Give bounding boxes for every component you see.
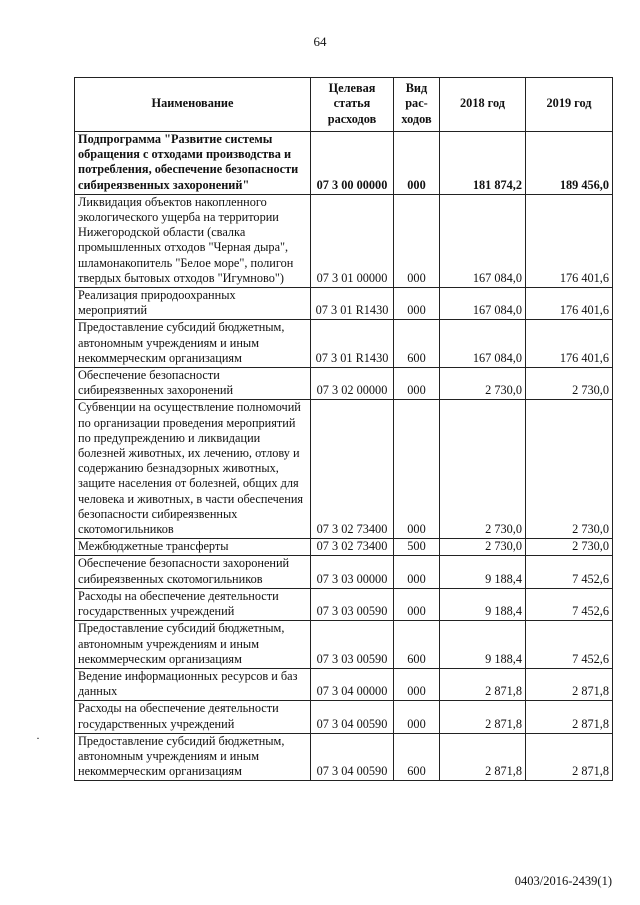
cell-expense-type: 500: [394, 539, 440, 556]
cell-name: Обеспечение безопасности сибиреязвенных захоронений: [75, 368, 311, 400]
cell-amount-2018: 9 188,4: [440, 588, 526, 620]
cell-amount-2019: 2 871,8: [526, 733, 613, 781]
cell-amount-2018: 167 084,0: [440, 288, 526, 320]
cell-name: Ведение информационных ресурсов и баз данных: [75, 668, 311, 700]
cell-amount-2019: 176 401,6: [526, 288, 613, 320]
cell-target-article: 07 3 00 00000: [311, 132, 394, 195]
cell-amount-2019: 7 452,6: [526, 621, 613, 669]
cell-amount-2019: 189 456,0: [526, 132, 613, 195]
cell-target-article: 07 3 01 00000: [311, 194, 394, 287]
header-year-2019: 2019 год: [526, 78, 613, 132]
cell-expense-type: 000: [394, 556, 440, 588]
cell-target-article: 07 3 04 00000: [311, 668, 394, 700]
cell-name: Предоставление субсидий бюджетным, автономным учреждениям и иным некоммерческим организациям: [75, 621, 311, 669]
cell-expense-type: 600: [394, 733, 440, 781]
cell-amount-2018: 2 871,8: [440, 733, 526, 781]
cell-amount-2018: 2 871,8: [440, 701, 526, 733]
table-row: [75, 400, 613, 539]
cell-amount-2018: 167 084,0: [440, 194, 526, 287]
cell-name: Ликвидация объектов накопленного экологического ущерба на территории Нижегородской области (свалка промышленных отходов "Черная дыра", шламонакопитель "Белое море", полигон твердых бытовых отходов "Игумново"): [75, 194, 311, 287]
cell-expense-type: 000: [394, 668, 440, 700]
cell-amount-2018: 181 874,2: [440, 132, 526, 195]
table-row: [75, 733, 613, 781]
document-code: 0403/2016-2439(1): [514, 874, 612, 888]
cell-amount-2018: 2 730,0: [440, 400, 526, 539]
budget-table: [74, 77, 613, 781]
header-expense-type: Вид рас-ходов: [394, 78, 440, 132]
cell-amount-2019: 2 730,0: [526, 400, 613, 539]
cell-expense-type: 000: [394, 701, 440, 733]
table-header-row: [75, 78, 613, 132]
cell-name: Межбюджетные трансферты: [75, 539, 311, 556]
cell-target-article: 07 3 03 00590: [311, 621, 394, 669]
cell-amount-2019: 2 730,0: [526, 539, 613, 556]
cell-expense-type: 600: [394, 621, 440, 669]
cell-amount-2019: 176 401,6: [526, 194, 613, 287]
cell-name: Расходы на обеспечение деятельности государственных учреждений: [75, 588, 311, 620]
table-row: [75, 556, 613, 588]
cell-expense-type: 000: [394, 132, 440, 195]
cell-name: Субвенции на осуществление полномочий по организации проведения мероприятий по предупреждению и ликвидации болезней животных, их лечению, отлову и содержанию безнадзорных животных, защите населения от болезней, общих для человека и животных, в части обеспечения безопасности сибиреязвенных скотомогильников: [75, 400, 311, 539]
cell-amount-2018: 9 188,4: [440, 621, 526, 669]
table-row: [75, 539, 613, 556]
cell-expense-type: 000: [394, 288, 440, 320]
cell-target-article: 07 3 02 73400: [311, 400, 394, 539]
cell-amount-2018: 167 084,0: [440, 320, 526, 368]
cell-target-article: 07 3 01 R1430: [311, 288, 394, 320]
header-target-article: Целевая статья расходов: [311, 78, 394, 132]
header-name: Наименование: [75, 78, 311, 132]
page-number: 64: [313, 34, 327, 49]
table-body: [75, 132, 613, 781]
cell-target-article: 07 3 04 00590: [311, 701, 394, 733]
table-row: [75, 194, 613, 287]
cell-amount-2019: 176 401,6: [526, 320, 613, 368]
cell-name: Реализация природоохранных мероприятий: [75, 288, 311, 320]
cell-expense-type: 000: [394, 400, 440, 539]
cell-name: Подпрограмма "Развитие системы обращения с отходами производства и потребления, обеспечение безопасности сибиреязвенных захоронений": [75, 132, 311, 195]
cell-amount-2018: 2 730,0: [440, 368, 526, 400]
cell-expense-type: 000: [394, 194, 440, 287]
cell-name: Обеспечение безопасности захоронений сибиреязвенных скотомогильников: [75, 556, 311, 588]
cell-target-article: 07 3 04 00590: [311, 733, 394, 781]
table-row: [75, 621, 613, 669]
cell-name: Расходы на обеспечение деятельности государственных учреждений: [75, 701, 311, 733]
cell-amount-2019: 2 871,8: [526, 668, 613, 700]
cell-amount-2019: 7 452,6: [526, 556, 613, 588]
header-year-2018: 2018 год: [440, 78, 526, 132]
cell-amount-2018: 9 188,4: [440, 556, 526, 588]
cell-amount-2018: 2 730,0: [440, 539, 526, 556]
cell-amount-2018: 2 871,8: [440, 668, 526, 700]
table-row: [75, 701, 613, 733]
cell-target-article: 07 3 02 00000: [311, 368, 394, 400]
cell-name: Предоставление субсидий бюджетным, автономным учреждениям и иным некоммерческим организациям: [75, 733, 311, 781]
table-row: [75, 320, 613, 368]
cell-amount-2019: 2 730,0: [526, 368, 613, 400]
table-row: [75, 588, 613, 620]
margin-mark: ·: [36, 731, 40, 745]
cell-name: Предоставление субсидий бюджетным, автономным учреждениям и иным некоммерческим организациям: [75, 320, 311, 368]
cell-target-article: 07 3 03 00590: [311, 588, 394, 620]
cell-amount-2019: 2 871,8: [526, 701, 613, 733]
table-row: [75, 288, 613, 320]
cell-expense-type: 600: [394, 320, 440, 368]
table-row: [75, 132, 613, 195]
cell-expense-type: 000: [394, 588, 440, 620]
cell-target-article: 07 3 02 73400: [311, 539, 394, 556]
table-row: [75, 668, 613, 700]
table-row: [75, 368, 613, 400]
cell-target-article: 07 3 01 R1430: [311, 320, 394, 368]
cell-amount-2019: 7 452,6: [526, 588, 613, 620]
cell-target-article: 07 3 03 00000: [311, 556, 394, 588]
cell-expense-type: 000: [394, 368, 440, 400]
